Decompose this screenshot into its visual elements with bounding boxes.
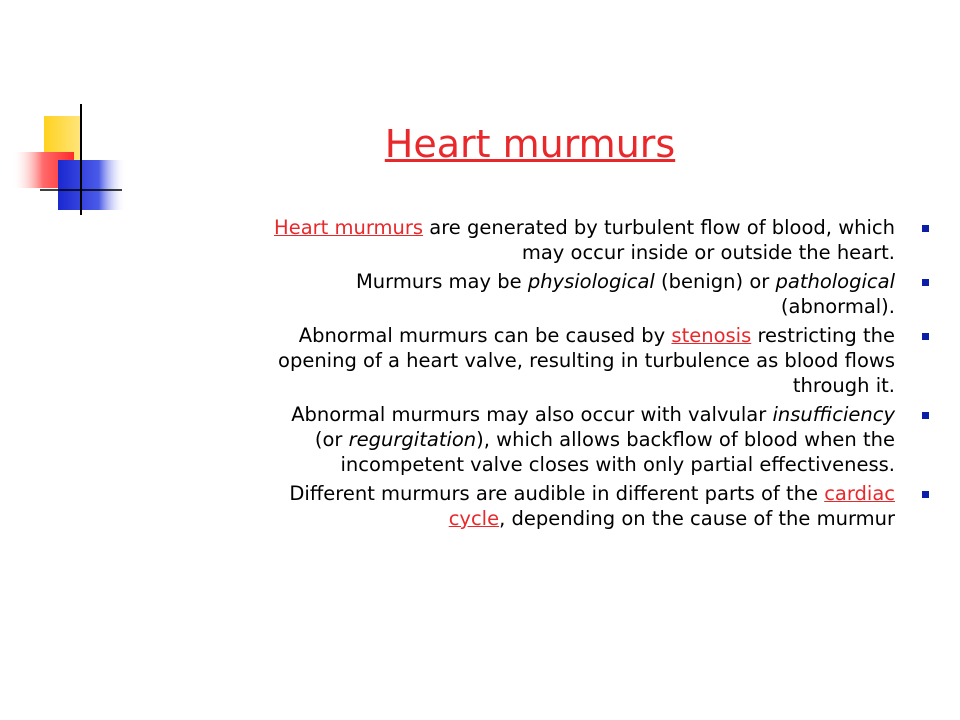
text-run: , depending on the cause of the murmur <box>499 507 895 530</box>
bullet-item <box>120 269 945 319</box>
bullet-square-icon <box>922 333 929 340</box>
text-run: may occur inside or outside the heart. <box>521 241 895 264</box>
hyperlink[interactable]: stenosis <box>671 324 752 347</box>
italic-text: insufficiency <box>772 403 895 426</box>
bullet-text <box>120 402 895 477</box>
text-run: Different murmurs are audible in different parts of the <box>289 482 825 505</box>
italic-text: regurgitation <box>348 428 477 451</box>
bullet-square-icon <box>922 412 929 419</box>
text-run: Abnormal murmurs may also occur with valvular <box>291 403 773 426</box>
text-run: restricting the <box>751 324 895 347</box>
bullet-item <box>120 481 945 531</box>
hyperlink[interactable]: cardiac <box>824 482 895 505</box>
text-run: ), which allows backflow of blood when the <box>476 428 895 451</box>
bullet-square-icon <box>922 491 929 498</box>
text-run: (or <box>314 428 349 451</box>
decorative-corner-graphic <box>0 0 140 230</box>
bullet-square-icon <box>922 225 929 232</box>
hyperlink[interactable]: cycle <box>448 507 500 530</box>
text-run: Murmurs may be <box>355 270 528 293</box>
bullet-square-icon <box>922 279 929 286</box>
text-run: (benign) or <box>654 270 776 293</box>
bullet-text <box>120 215 895 265</box>
text-run: incompetent valve closes with only partial effectiveness. <box>340 453 895 476</box>
bullet-text <box>120 323 895 398</box>
bullet-text <box>120 269 895 319</box>
text-run: through it. <box>792 374 895 397</box>
text-run: are generated by turbulent flow of blood, which <box>423 216 895 239</box>
bullet-item <box>120 323 945 398</box>
italic-text: physiological <box>527 270 655 293</box>
text-run: (abnormal). <box>780 295 895 318</box>
text-run: Abnormal murmurs can be caused by <box>298 324 672 347</box>
hyperlink[interactable]: Heart murmurs <box>274 216 424 239</box>
deco-blue-block <box>58 160 126 210</box>
bullet-item <box>120 215 945 265</box>
text-run: opening of a heart valve, resulting in turbulence as blood flows <box>278 349 895 372</box>
slide-title[interactable]: Heart murmurs <box>384 122 676 166</box>
italic-text: pathological <box>775 270 895 293</box>
bullet-list <box>120 215 945 535</box>
bullet-item <box>120 402 945 477</box>
bullet-text <box>120 481 895 531</box>
